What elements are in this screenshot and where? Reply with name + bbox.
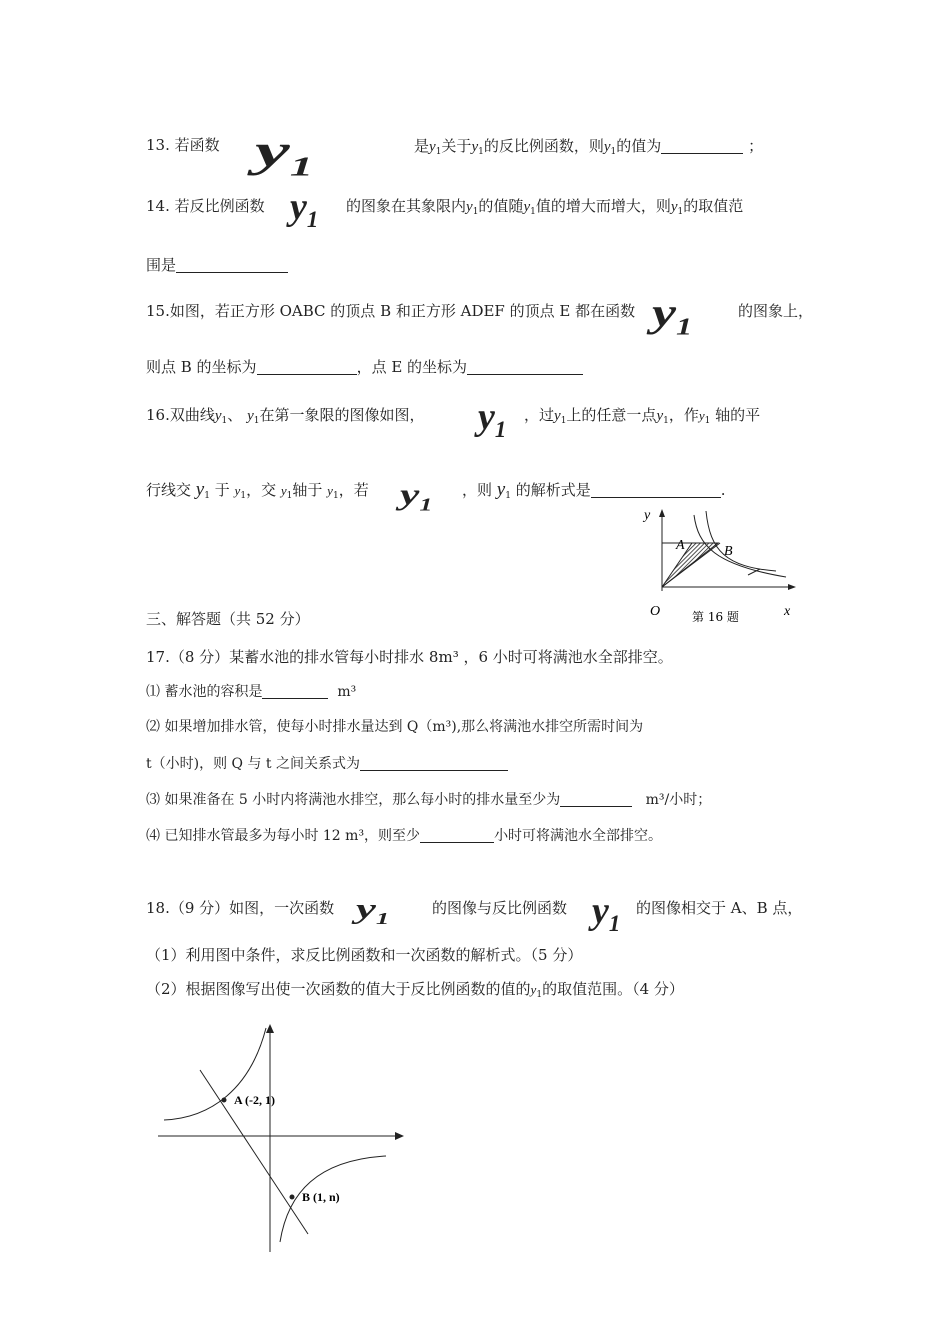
figure-16 [636, 505, 806, 625]
fig16-caption: 第 16 题 [692, 610, 739, 624]
fig18-point-b-dot [290, 1195, 295, 1200]
q13-number: 13. [146, 136, 170, 154]
q18-line-end: 的图像相交于 A、B 点， [636, 899, 803, 917]
q17-intro: 17.（8 分）某蓄水池的排水管每小时排水 8m³ ，6 小时可将满池水全部排空。 [146, 648, 673, 666]
q16-line: 16.双曲线$y_1$、 $y_1$在第一象限的图像如图， [146, 406, 425, 427]
q13-line: 13. 若函数 [146, 136, 220, 154]
q13-formula: $y_1$ [255, 125, 314, 182]
q17-p2b: t（小时)，则 Q 与 t 之间关系式为 [146, 756, 508, 771]
q16-line2-rest: ，则 $y_1$ 的解析式是 . [462, 479, 726, 502]
q14-line-rest: 的图象在其象限内$y_1$的值随$y_1$值的增大而增大，则$y_1$的取值范 [346, 197, 744, 218]
q16-line-rest: ，过$y_1$上的任意一点$y_1$，作$y_1$ 轴的平 [524, 406, 761, 427]
q16-formula-2: $y_1$ [400, 478, 433, 515]
q17-p1: ⑴ 蓄水池的容积是 m³ [146, 684, 357, 700]
q18-line: 18.（9 分）如图，一次函数 [146, 899, 335, 917]
q16-formula: $y_1$ [478, 396, 507, 442]
fig18-point-b-label: B (1, n) [302, 1190, 340, 1204]
q16-line2: 行线交 $y_1$ 于 $y_1$，交 $y_1$轴于 $y_1$，若 [146, 479, 369, 502]
q17-blank-2[interactable] [360, 756, 508, 771]
q17-p4: ⑷ 已知排水管最多为每小时 12 m³，则至少 小时可将满池水全部排空。 [146, 828, 663, 844]
q17-p3: ⑶ 如果准备在 5 小时内将满池水排空，那么每小时的排水量至少为 m³/小时； [146, 792, 712, 808]
fig16-origin: O [650, 604, 661, 619]
q14-formula: $y_1$ [290, 186, 319, 232]
q15-line-end: 的图象上， [738, 302, 814, 320]
q14-line2: 围是 [146, 257, 288, 273]
figure-18 [150, 1020, 420, 1260]
q15-formula: $y_1$ [652, 290, 693, 341]
fig16-x-label: x [784, 604, 791, 619]
fig16-y-label: y [644, 508, 651, 523]
q13-line-rest: 是$y_1$关于$y_1$的反比例函数，则$y_1$的值为 ； [414, 137, 764, 158]
q18-line-mid: 的图像与反比例函数 [432, 899, 568, 917]
q13-answer-blank[interactable] [661, 138, 743, 154]
q15-line: 15.如图，若正方形 OABC 的顶点 B 和正方形 ADEF 的顶点 E 都在函数 [146, 302, 636, 320]
q17-blank-1[interactable] [262, 684, 328, 699]
q18-p1: （1）利用图中条件，求反比例函数和一次函数的解析式。（5 分） [146, 946, 583, 964]
q15-line2: 则点 B 的坐标为 ，点 E 的坐标为 [146, 359, 583, 375]
q17-blank-4[interactable] [420, 828, 494, 843]
q17-blank-3[interactable] [560, 792, 632, 807]
q15-blank-b[interactable] [257, 359, 357, 375]
q14-answer-blank[interactable] [176, 257, 288, 273]
fig16-point-b: B [724, 544, 733, 559]
q18-formula-linear: $y_1$ [356, 894, 390, 928]
q16-answer-blank[interactable] [591, 482, 721, 498]
q17-p2: ⑵ 如果增加排水管，使每小时排水量达到 Q（m³),那么将满池水排空所需时间为 [146, 719, 644, 735]
fig18-point-a-label: A (-2, 1) [234, 1093, 275, 1107]
q18-p2: （2）根据图像写出使一次函数的值大于反比例函数的值的$y_1$的取值范围。（4 分） [146, 980, 684, 1001]
fig16-point-a: A [676, 538, 685, 553]
q18-formula-inverse: $y_1$ [592, 890, 621, 936]
section-3-title: 三、解答题（共 52 分） [146, 610, 310, 628]
q14-line: 14. 若反比例函数 [146, 197, 265, 215]
q15-blank-e[interactable] [467, 359, 583, 375]
fig18-point-a-dot [222, 1098, 227, 1103]
